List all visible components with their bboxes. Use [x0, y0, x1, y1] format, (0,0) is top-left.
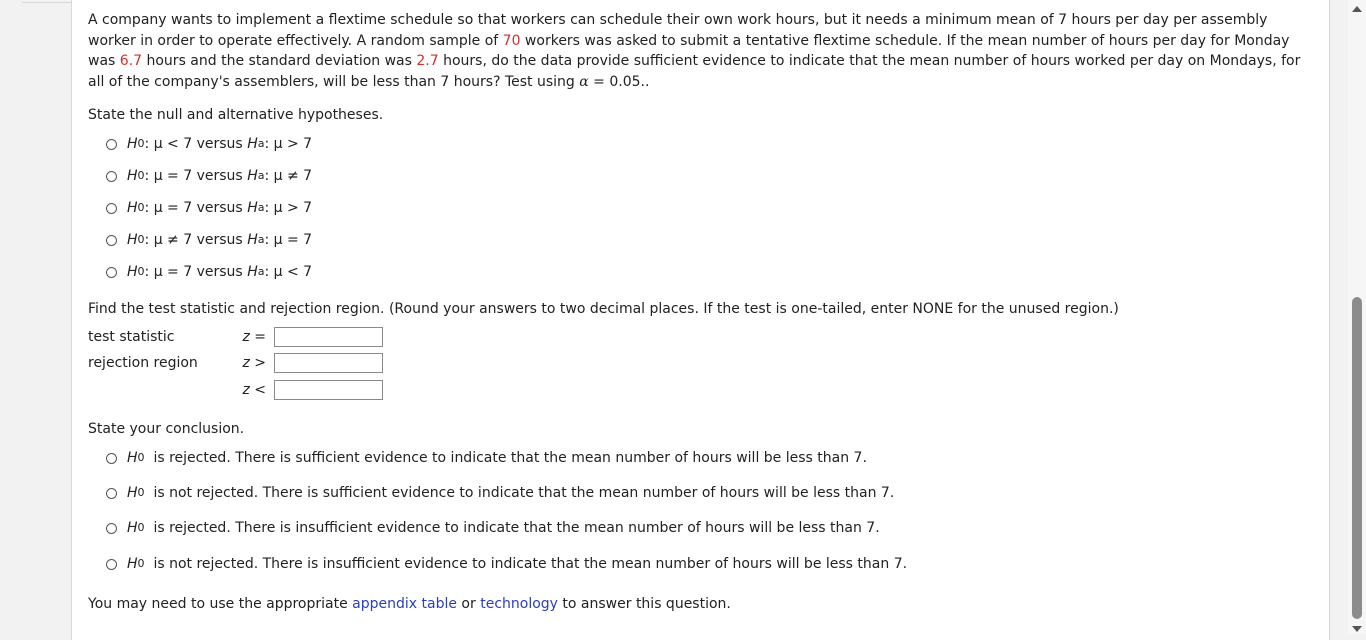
alpha-symbol: α [579, 73, 589, 90]
footer-text-post: to answer this question. [557, 596, 731, 612]
h-alt-letter: H [247, 135, 258, 152]
versus-word: versus [196, 199, 243, 216]
conclusion-option[interactable]: H 0 is not rejected. There is sufficient evidence to indicate that the mean number of hours will be less than 7. [106, 482, 894, 504]
colon: : [144, 167, 154, 184]
test-statistic-label: test statistic [88, 328, 175, 345]
h-alt-letter: H [247, 231, 258, 248]
test-statistic-input[interactable] [274, 327, 383, 347]
problem-text-1: A company wants to implement a flextime schedule so that workers can schedule their own work hours, but it needs a minimum mean of 7 hours per day per assembly worker in order to operate effectively. A random sample of [88, 12, 1268, 49]
rejection-region-label: rejection region [88, 354, 198, 371]
radio-button[interactable] [106, 203, 117, 214]
conclusion-text: is rejected. There is sufficient evidence to indicate that the mean number of hours will be less than 7. [153, 449, 867, 466]
colon: : [144, 263, 154, 280]
h-null-letter: H [127, 449, 138, 466]
null-hypothesis-expr: μ < 7 [153, 135, 193, 152]
radio-button[interactable] [106, 559, 117, 570]
test-statistic-row [88, 326, 383, 348]
conclusion-text: is rejected. There is insufficient evidence to indicate that the mean number of hours will be less than 7. [153, 519, 880, 536]
footer-note [88, 594, 731, 615]
radio-button[interactable] [106, 171, 117, 182]
problem-text-4: hours, do the data provide sufficient evidence to indicate that the mean number of hours worked per day on Mondays, for all of the company's assemblers, will be less than 7 hours? Test using [88, 53, 1301, 90]
scroll-up-arrow-icon[interactable] [1352, 6, 1362, 12]
rejection-lower-row [88, 379, 383, 401]
question-panel [71, 0, 1330, 640]
rejection-upper-row [88, 352, 383, 374]
versus-word: versus [196, 231, 243, 248]
alt-hypothesis-expr: μ > 7 [273, 135, 313, 152]
hypothesis-option[interactable]: H 0 : μ = 7 versus H a : μ > 7 [106, 197, 312, 219]
colon: : [264, 167, 274, 184]
alt-hypothesis-expr: μ ≠ 7 [273, 167, 313, 184]
h-null-letter: H [127, 519, 138, 536]
versus-word: versus [196, 135, 243, 152]
footer-text-mid: or [456, 596, 481, 612]
h-alt-letter: H [247, 167, 258, 184]
conclusion-prompt: State your conclusion. [88, 421, 245, 437]
problem-statement [88, 10, 1313, 92]
colon: : [264, 231, 274, 248]
conclusion-text: is not rejected. There is insufficient evidence to indicate that the mean number of hours will be less than 7. [153, 555, 908, 572]
sample-size-value: 70 [502, 32, 521, 49]
radio-button[interactable] [106, 453, 117, 464]
z-less-symbol: z < [242, 381, 266, 398]
z-equals-symbol: z = [242, 328, 266, 345]
hypothesis-option[interactable]: H 0 : μ < 7 versus H a : μ > 7 [106, 133, 312, 155]
null-hypothesis-expr: μ ≠ 7 [153, 231, 193, 248]
radio-button[interactable] [106, 488, 117, 499]
rejection-upper-input[interactable] [274, 353, 383, 373]
h-null-letter: H [127, 484, 138, 501]
null-hypothesis-expr: μ = 7 [153, 199, 193, 216]
hypotheses-prompt: State the null and alternative hypotheses. [88, 107, 384, 123]
h-null-letter: H [127, 167, 138, 184]
technology-link[interactable]: technology [480, 596, 558, 612]
versus-word: versus [196, 263, 243, 280]
conclusion-option[interactable]: H 0 is not rejected. There is insufficient evidence to indicate that the mean number of hours will be less than 7. [106, 553, 907, 575]
null-hypothesis-expr: μ = 7 [153, 167, 193, 184]
sample-mean-value: 6.7 [119, 53, 143, 69]
h-alt-letter: H [247, 263, 258, 280]
problem-text-3: hours and the standard deviation was [142, 53, 417, 69]
colon: : [264, 199, 274, 216]
radio-button[interactable] [106, 139, 117, 150]
test-prompt: Find the test statistic and rejection region. (Round your answers to two decimal places. If the test is one-tailed, enter NONE for the unused region.) [88, 301, 1119, 317]
colon: : [144, 135, 154, 152]
hypothesis-option[interactable]: H 0 : μ = 7 versus H a : μ ≠ 7 [106, 165, 312, 187]
alt-hypothesis-expr: μ < 7 [273, 263, 313, 280]
rejection-lower-input[interactable] [274, 380, 383, 400]
null-hypothesis-expr: μ = 7 [153, 263, 193, 280]
alt-hypothesis-expr: μ = 7 [273, 231, 313, 248]
h-null-letter: H [127, 555, 138, 572]
scrollbar-thumb[interactable] [1352, 297, 1362, 619]
hypothesis-option[interactable]: H 0 : μ = 7 versus H a : μ < 7 [106, 261, 312, 283]
colon: : [144, 231, 154, 248]
conclusion-text: is not rejected. There is sufficient evidence to indicate that the mean number of hours will be less than 7. [153, 484, 895, 501]
scroll-down-arrow-icon[interactable] [1352, 626, 1362, 632]
vertical-scrollbar[interactable] [1348, 0, 1366, 634]
z-greater-symbol: z > [242, 354, 266, 371]
colon: : [264, 135, 274, 152]
colon: : [144, 199, 154, 216]
colon: : [264, 263, 274, 280]
radio-button[interactable] [106, 523, 117, 534]
h-null-letter: H [127, 231, 138, 248]
conclusion-option[interactable]: H 0 is rejected. There is insufficient evidence to indicate that the mean number of hours will be less than 7. [106, 517, 880, 539]
appendix-table-link[interactable]: appendix table [352, 596, 457, 612]
std-dev-value: 2.7 [416, 53, 439, 69]
h-alt-letter: H [247, 199, 258, 216]
versus-word: versus [196, 167, 243, 184]
radio-button[interactable] [106, 235, 117, 246]
radio-button[interactable] [106, 267, 117, 278]
footer-text-pre: You may need to use the appropriate [88, 596, 353, 612]
h-null-letter: H [127, 263, 138, 280]
h-null-letter: H [127, 199, 138, 216]
hypothesis-option[interactable]: H 0 : μ ≠ 7 versus H a : μ = 7 [106, 229, 312, 251]
alpha-value: = 0.05.. [588, 73, 650, 90]
h-null-letter: H [127, 135, 138, 152]
problem-text-2: workers was asked to submit a tentative flextime schedule. If the mean number of hours per day for Monday was [88, 32, 1290, 69]
conclusion-option[interactable]: H 0 is rejected. There is sufficient evidence to indicate that the mean number of hours will be less than 7. [106, 447, 867, 469]
alt-hypothesis-expr: μ > 7 [273, 199, 313, 216]
